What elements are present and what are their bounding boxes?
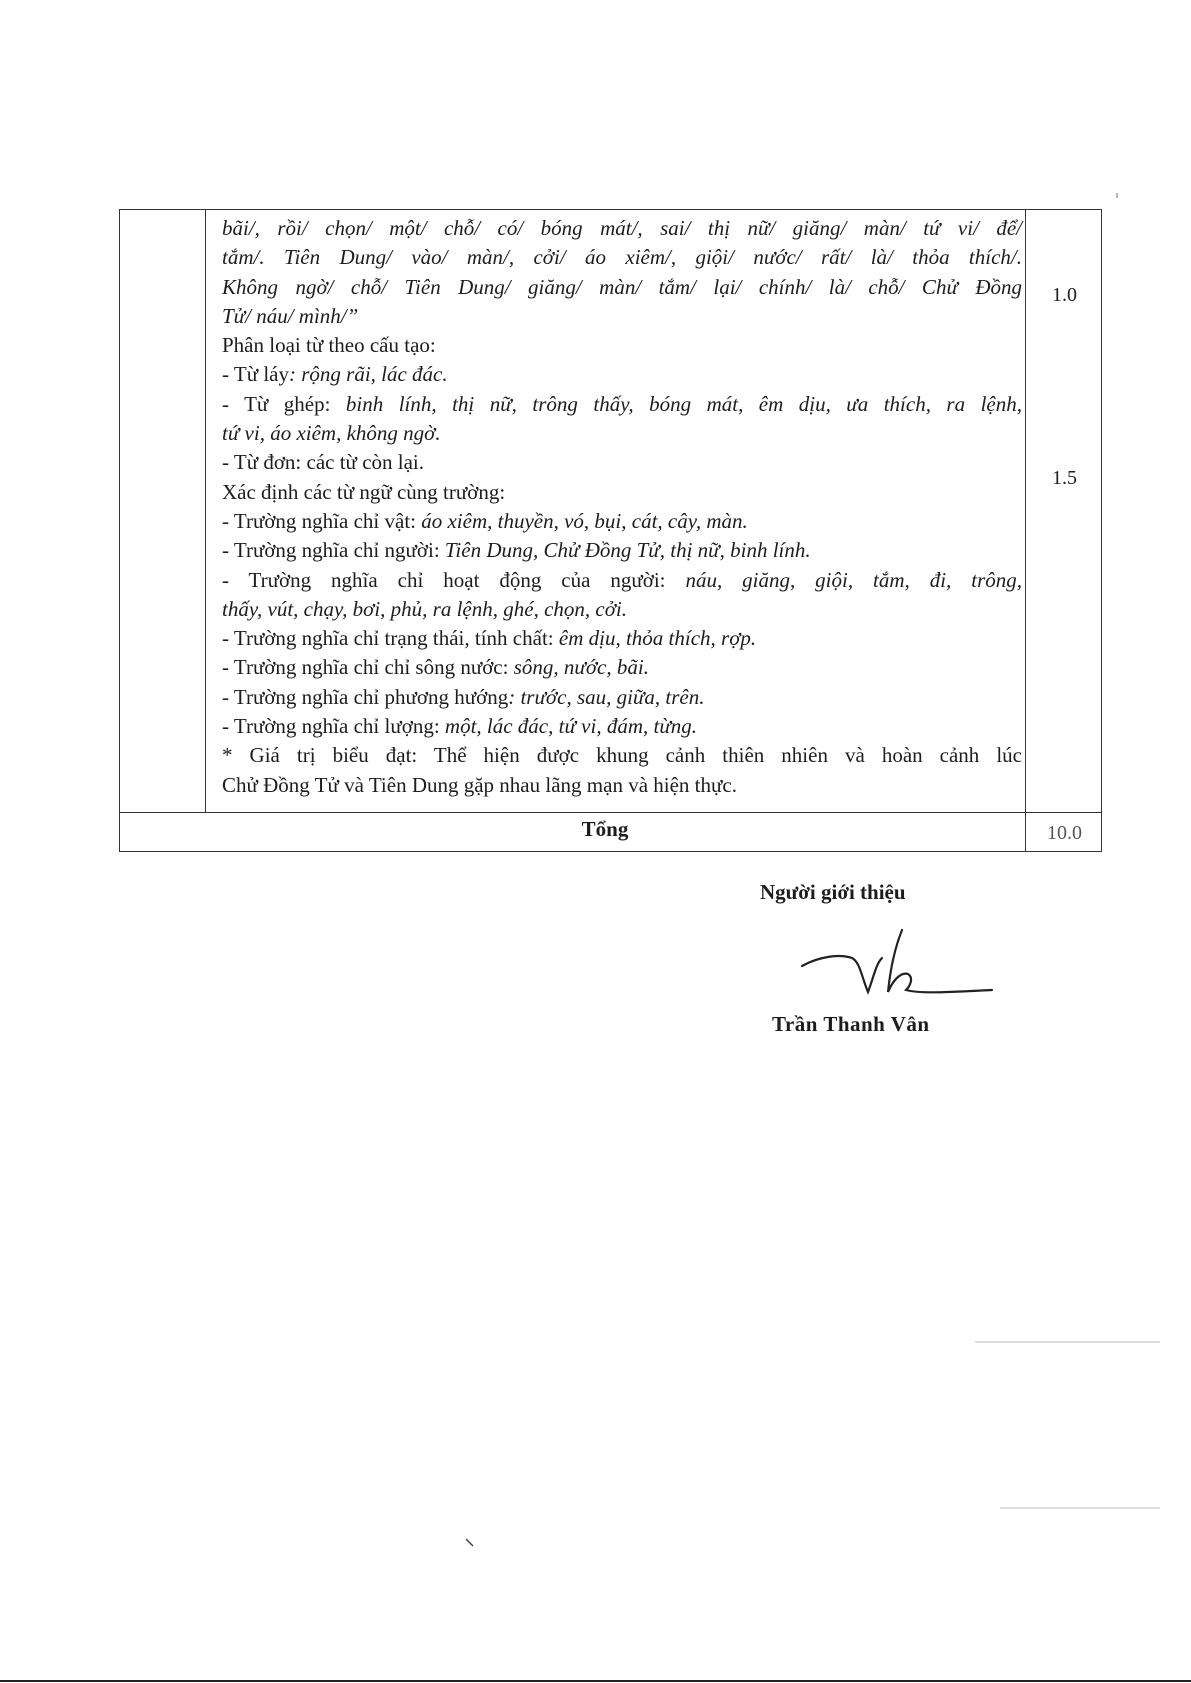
italic-text: tắm/. Tiên Dung/ vào/ màn/, cởi/ áo xiêm/, giội/ nước/ rất/ là/ thỏa thích/. xyxy=(222,245,1022,270)
score-value: 1.5 xyxy=(1052,467,1077,489)
text-segment: - Trường nghĩa chỉ phương hướng xyxy=(222,684,509,709)
italic-text: Không ngờ/ chỗ/ Tiên Dung/ giăng/ màn/ tắm/ lại/ chính/ là/ chỗ/ Chử Đồng xyxy=(222,274,1022,299)
italic-text: bãi/, rồi/ chọn/ một/ chỗ/ có/ bóng mát/, sai/ thị nữ/ giăng/ màn/ tứ vi/ để/ xyxy=(222,216,1022,240)
signer-name: Trần Thanh Vân xyxy=(772,1012,930,1036)
italic-text: : rộng rãi, lác đác. xyxy=(288,362,448,387)
score-value: 1.0 xyxy=(1052,284,1077,306)
italic-text: náu, giăng, giội, tắm, đi, trông, xyxy=(685,567,1022,592)
italic-text: một, lác đác, tứ vi, đám, từng. xyxy=(444,714,698,739)
italic-text: êm dịu, thỏa thích, rợp. xyxy=(558,626,757,651)
text-segment: - Từ đơn: các từ còn lại. xyxy=(222,450,425,475)
italic-text: thấy, vút, chạy, bơi, phủ, ra lệnh, ghé, chọn, cởi. xyxy=(222,596,628,621)
signature-title: Người giới thiệu xyxy=(760,880,906,904)
text-segment: Xác định các từ ngữ cùng trường: xyxy=(222,479,506,504)
text-segment: - Trường nghĩa chỉ người: xyxy=(222,538,445,563)
text-segment: Phân loại từ theo cấu tạo: xyxy=(222,333,436,358)
italic-text: sông, nước, bãi. xyxy=(513,655,649,680)
italic-text: : trước, sau, giữa, trên. xyxy=(508,684,705,709)
italic-text: Tử/ náu/ mình/” xyxy=(222,303,359,328)
italic-text: Tiên Dung, Chử Đồng Tử, thị nữ, binh lính. xyxy=(444,538,811,563)
text-segment: - Trường nghĩa chỉ hoạt động của người: xyxy=(222,567,686,592)
text-segment: - Trường nghĩa chỉ chỉ sông nước: xyxy=(222,655,514,680)
text-segment: - Trường nghĩa chỉ trạng thái, tính chất: xyxy=(222,626,559,651)
italic-text: tứ vi, áo xiêm, không ngờ. xyxy=(222,421,441,446)
text-segment: - Từ láy xyxy=(222,362,289,387)
text-segment: Chử Đồng Tử và Tiên Dung gặp nhau lãng mạn và hiện thực. xyxy=(222,772,737,797)
text-segment: * Giá trị biểu đạt: Thể hiện được khung cảnh thiên nhiên và hoàn cảnh lúc xyxy=(222,743,1022,768)
total-value: 10.0 xyxy=(1047,822,1082,844)
text-segment: - Trường nghĩa chỉ lượng: xyxy=(222,714,445,739)
total-label: Tổng xyxy=(581,817,629,841)
italic-text: áo xiêm, thuyền, vó, bụi, cát, cây, màn. xyxy=(421,508,748,533)
text-segment: - Trường nghĩa chỉ vật: xyxy=(222,508,422,533)
italic-text: binh lính, thị nữ, trông thấy, bóng mát, êm dịu, ưa thích, ra lệnh, xyxy=(345,391,1022,416)
text-segment: - Từ ghép: xyxy=(222,391,346,416)
